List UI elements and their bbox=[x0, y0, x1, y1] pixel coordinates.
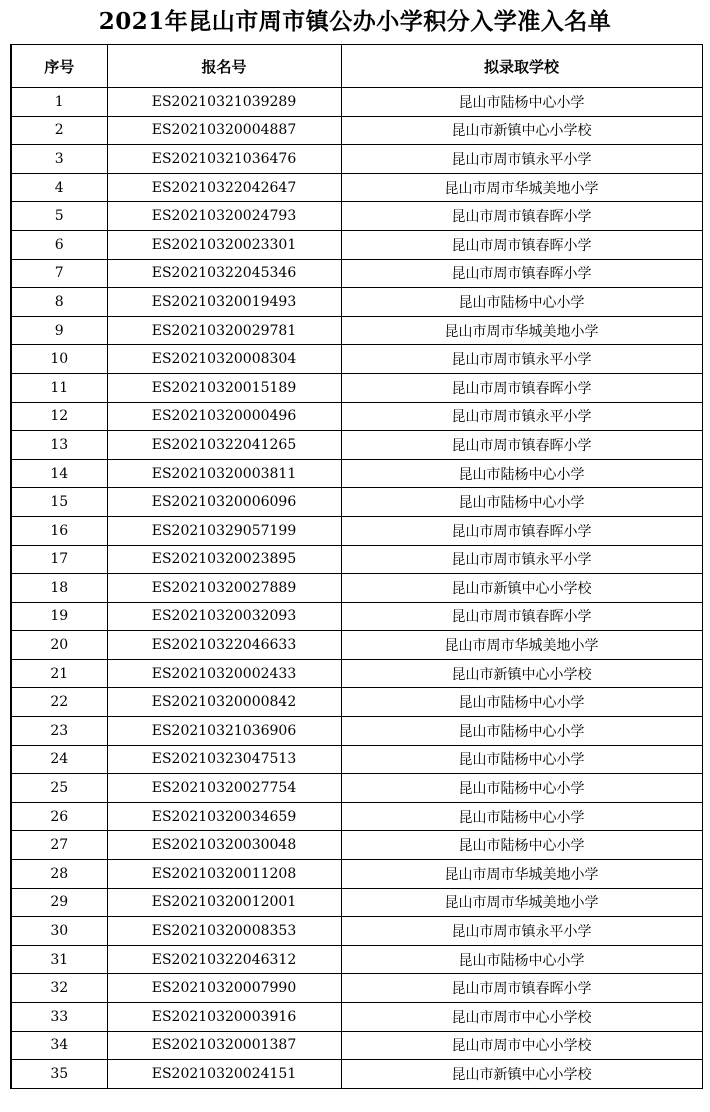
registration-number: ES20210322041265 bbox=[107, 431, 341, 460]
admitted-school: 昆山市周市镇春晖小学 bbox=[341, 202, 702, 231]
admitted-school: 昆山市周市华城美地小学 bbox=[341, 860, 702, 889]
admitted-school: 昆山市陆杨中心小学 bbox=[341, 459, 702, 488]
admitted-school: 昆山市周市华城美地小学 bbox=[341, 173, 702, 202]
row-index: 19 bbox=[11, 602, 107, 631]
registration-number: ES20210329057199 bbox=[107, 516, 341, 545]
row-index: 26 bbox=[11, 802, 107, 831]
registration-number: ES20210322046312 bbox=[107, 945, 341, 974]
registration-number: ES20210320024151 bbox=[107, 1060, 341, 1089]
registration-number: ES20210320019493 bbox=[107, 288, 341, 317]
table-row bbox=[11, 173, 702, 202]
admitted-school: 昆山市周市镇春晖小学 bbox=[341, 373, 702, 402]
admitted-school: 昆山市陆杨中心小学 bbox=[341, 717, 702, 746]
row-index: 23 bbox=[11, 717, 107, 746]
row-index: 10 bbox=[11, 345, 107, 374]
registration-number: ES20210320029781 bbox=[107, 316, 341, 345]
admitted-school: 昆山市新镇中心小学校 bbox=[341, 116, 702, 145]
admitted-school: 昆山市周市镇春晖小学 bbox=[341, 602, 702, 631]
table-row bbox=[11, 631, 702, 660]
registration-number: ES20210320032093 bbox=[107, 602, 341, 631]
table-row bbox=[11, 659, 702, 688]
registration-number: ES20210322045346 bbox=[107, 259, 341, 288]
row-index: 33 bbox=[11, 1003, 107, 1032]
admission-table bbox=[10, 44, 703, 1089]
row-index: 31 bbox=[11, 945, 107, 974]
table-row bbox=[11, 545, 702, 574]
row-index: 11 bbox=[11, 373, 107, 402]
admitted-school: 昆山市周市镇春晖小学 bbox=[341, 230, 702, 259]
registration-number: ES20210320001387 bbox=[107, 1031, 341, 1060]
row-index: 21 bbox=[11, 659, 107, 688]
registration-number: ES20210323047513 bbox=[107, 745, 341, 774]
row-index: 2 bbox=[11, 116, 107, 145]
admitted-school: 昆山市周市镇春晖小学 bbox=[341, 259, 702, 288]
table-row bbox=[11, 1031, 702, 1060]
registration-number: ES20210320012001 bbox=[107, 888, 341, 917]
row-index: 28 bbox=[11, 860, 107, 889]
row-index: 20 bbox=[11, 631, 107, 660]
row-index: 3 bbox=[11, 145, 107, 174]
registration-number: ES20210320015189 bbox=[107, 373, 341, 402]
admitted-school: 昆山市陆杨中心小学 bbox=[341, 688, 702, 717]
admitted-school: 昆山市周市镇永平小学 bbox=[341, 345, 702, 374]
row-index: 35 bbox=[11, 1060, 107, 1089]
table-row bbox=[11, 802, 702, 831]
registration-number: ES20210320006096 bbox=[107, 488, 341, 517]
registration-number: ES20210320000496 bbox=[107, 402, 341, 431]
admitted-school: 昆山市周市镇永平小学 bbox=[341, 917, 702, 946]
table-row bbox=[11, 888, 702, 917]
registration-number: ES20210320008304 bbox=[107, 345, 341, 374]
row-index: 7 bbox=[11, 259, 107, 288]
row-index: 4 bbox=[11, 173, 107, 202]
row-index: 18 bbox=[11, 574, 107, 603]
row-index: 24 bbox=[11, 745, 107, 774]
table-body bbox=[11, 88, 702, 1089]
table-row bbox=[11, 717, 702, 746]
registration-number: ES20210320034659 bbox=[107, 802, 341, 831]
admitted-school: 昆山市陆杨中心小学 bbox=[341, 774, 702, 803]
table-row bbox=[11, 230, 702, 259]
table-row bbox=[11, 574, 702, 603]
registration-number: ES20210320023895 bbox=[107, 545, 341, 574]
row-index: 12 bbox=[11, 402, 107, 431]
header-admitted-school: 拟录取学校 bbox=[341, 45, 702, 88]
table-row bbox=[11, 745, 702, 774]
registration-number: ES20210321036476 bbox=[107, 145, 341, 174]
admitted-school: 昆山市陆杨中心小学 bbox=[341, 88, 702, 117]
table-row bbox=[11, 860, 702, 889]
admitted-school: 昆山市新镇中心小学校 bbox=[341, 1060, 702, 1089]
table-row bbox=[11, 373, 702, 402]
admitted-school: 昆山市陆杨中心小学 bbox=[341, 945, 702, 974]
header-registration-number: 报名号 bbox=[107, 45, 341, 88]
registration-number: ES20210320011208 bbox=[107, 860, 341, 889]
registration-number: ES20210322042647 bbox=[107, 173, 341, 202]
registration-number: ES20210320003811 bbox=[107, 459, 341, 488]
admitted-school: 昆山市周市镇春晖小学 bbox=[341, 516, 702, 545]
row-index: 34 bbox=[11, 1031, 107, 1060]
admitted-school: 昆山市周市华城美地小学 bbox=[341, 888, 702, 917]
admitted-school: 昆山市周市中心小学校 bbox=[341, 1003, 702, 1032]
table-row bbox=[11, 774, 702, 803]
table-header-row bbox=[11, 45, 702, 88]
admitted-school: 昆山市周市中心小学校 bbox=[341, 1031, 702, 1060]
registration-number: ES20210320003916 bbox=[107, 1003, 341, 1032]
row-index: 27 bbox=[11, 831, 107, 860]
table-row bbox=[11, 88, 702, 117]
registration-number: ES20210320024793 bbox=[107, 202, 341, 231]
admitted-school: 昆山市陆杨中心小学 bbox=[341, 288, 702, 317]
table-row bbox=[11, 459, 702, 488]
registration-number: ES20210322046633 bbox=[107, 631, 341, 660]
row-index: 14 bbox=[11, 459, 107, 488]
registration-number: ES20210321036906 bbox=[107, 717, 341, 746]
row-index: 17 bbox=[11, 545, 107, 574]
registration-number: ES20210320002433 bbox=[107, 659, 341, 688]
table-row bbox=[11, 488, 702, 517]
table-row bbox=[11, 145, 702, 174]
admitted-school: 昆山市陆杨中心小学 bbox=[341, 745, 702, 774]
row-index: 16 bbox=[11, 516, 107, 545]
row-index: 1 bbox=[11, 88, 107, 117]
registration-number: ES20210320008353 bbox=[107, 917, 341, 946]
table-row bbox=[11, 1003, 702, 1032]
admitted-school: 昆山市周市华城美地小学 bbox=[341, 631, 702, 660]
registration-number: ES20210321039289 bbox=[107, 88, 341, 117]
table-row bbox=[11, 974, 702, 1003]
table-row bbox=[11, 917, 702, 946]
table-row bbox=[11, 431, 702, 460]
registration-number: ES20210320023301 bbox=[107, 230, 341, 259]
header-index: 序号 bbox=[11, 45, 107, 88]
table-row bbox=[11, 116, 702, 145]
table-row bbox=[11, 602, 702, 631]
registration-number: ES20210320004887 bbox=[107, 116, 341, 145]
table-row bbox=[11, 402, 702, 431]
row-index: 32 bbox=[11, 974, 107, 1003]
admitted-school: 昆山市周市镇永平小学 bbox=[341, 145, 702, 174]
admitted-school: 昆山市周市镇永平小学 bbox=[341, 545, 702, 574]
admitted-school: 昆山市陆杨中心小学 bbox=[341, 488, 702, 517]
admitted-school: 昆山市周市镇春晖小学 bbox=[341, 974, 702, 1003]
row-index: 15 bbox=[11, 488, 107, 517]
registration-number: ES20210320000842 bbox=[107, 688, 341, 717]
page-title: 2021年昆山市周市镇公办小学积分入学准入名单 bbox=[98, 8, 612, 35]
row-index: 30 bbox=[11, 917, 107, 946]
row-index: 6 bbox=[11, 230, 107, 259]
table-row bbox=[11, 345, 702, 374]
row-index: 8 bbox=[11, 288, 107, 317]
row-index: 25 bbox=[11, 774, 107, 803]
row-index: 13 bbox=[11, 431, 107, 460]
registration-number: ES20210320027754 bbox=[107, 774, 341, 803]
table-row bbox=[11, 202, 702, 231]
admitted-school: 昆山市新镇中心小学校 bbox=[341, 574, 702, 603]
row-index: 29 bbox=[11, 888, 107, 917]
admitted-school: 昆山市周市镇永平小学 bbox=[341, 402, 702, 431]
registration-number: ES20210320007990 bbox=[107, 974, 341, 1003]
row-index: 5 bbox=[11, 202, 107, 231]
table-row bbox=[11, 316, 702, 345]
table-row bbox=[11, 516, 702, 545]
admitted-school: 昆山市周市镇春晖小学 bbox=[341, 431, 702, 460]
admitted-school: 昆山市陆杨中心小学 bbox=[341, 802, 702, 831]
table-row bbox=[11, 945, 702, 974]
table-row bbox=[11, 259, 702, 288]
registration-number: ES20210320027889 bbox=[107, 574, 341, 603]
admitted-school: 昆山市陆杨中心小学 bbox=[341, 831, 702, 860]
admitted-school: 昆山市周市华城美地小学 bbox=[341, 316, 702, 345]
row-index: 22 bbox=[11, 688, 107, 717]
registration-number: ES20210320030048 bbox=[107, 831, 341, 860]
admitted-school: 昆山市新镇中心小学校 bbox=[341, 659, 702, 688]
table-row bbox=[11, 831, 702, 860]
table-row bbox=[11, 1060, 702, 1089]
row-index: 9 bbox=[11, 316, 107, 345]
table-row bbox=[11, 688, 702, 717]
table-row bbox=[11, 288, 702, 317]
